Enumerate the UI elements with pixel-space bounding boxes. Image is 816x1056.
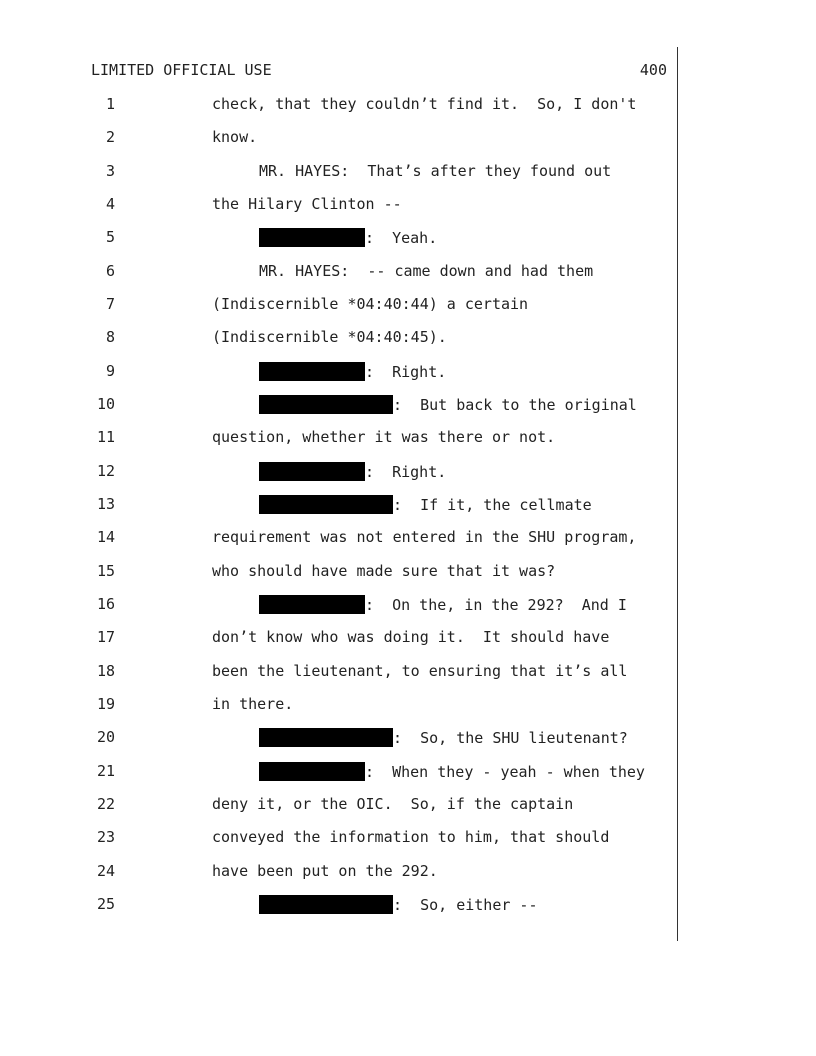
line-text: question, whether it was there or not.: [212, 428, 556, 446]
speaker-line: [259, 895, 538, 914]
line-number: 22: [96, 795, 115, 813]
line-text: : Right.: [365, 363, 447, 381]
line-text: : If it, the cellmate: [393, 496, 592, 514]
speaker-line: [259, 728, 628, 747]
transcript-line: [0, 462, 816, 486]
redaction-box: [259, 395, 393, 414]
redaction-box: [259, 228, 365, 247]
transcript-line: [0, 495, 816, 519]
transcript-line: [0, 328, 816, 352]
line-text: conveyed the information to him, that should: [212, 828, 610, 846]
line-text: : When they - yeah - when they: [365, 763, 645, 781]
speaker-line: [259, 495, 592, 514]
line-text: who should have made sure that it was?: [212, 562, 556, 580]
line-number: 13: [96, 495, 115, 513]
line-text: : So, the SHU lieutenant?: [393, 729, 628, 747]
line-number: 3: [105, 162, 115, 180]
line-number: 15: [96, 562, 115, 580]
redaction-box: [259, 595, 365, 614]
line-number: 21: [96, 762, 115, 780]
line-number: 1: [105, 95, 115, 113]
line-text: check, that they couldn’t find it. So, I don't: [212, 95, 637, 113]
line-text: MR. HAYES: That’s after they found out: [259, 162, 612, 180]
line-number: 19: [96, 695, 115, 713]
line-text: know.: [212, 128, 258, 146]
line-text: : Right.: [365, 463, 447, 481]
line-number: 18: [96, 662, 115, 680]
transcript-line: [0, 195, 816, 219]
redaction-box: [259, 362, 365, 381]
line-number: 4: [105, 195, 115, 213]
line-number: 16: [96, 595, 115, 613]
line-number: 2: [105, 128, 115, 146]
line-number: 14: [96, 528, 115, 546]
speaker-line: [259, 462, 446, 481]
transcript-line: [0, 728, 816, 752]
speaker-line: [259, 395, 637, 414]
transcript-line: [0, 362, 816, 386]
transcript-line: [0, 128, 816, 152]
line-number: 17: [96, 628, 115, 646]
redaction-box: [259, 762, 365, 781]
line-text: requirement was not entered in the SHU program,: [212, 528, 637, 546]
transcript-line: [0, 95, 816, 119]
transcript-line: [0, 762, 816, 786]
transcript-line: [0, 295, 816, 319]
line-number: 5: [105, 228, 115, 246]
line-text: : On the, in the 292? And I: [365, 596, 627, 614]
speaker-line: [259, 595, 627, 614]
transcript-line: [0, 862, 816, 886]
transcript-line: [0, 795, 816, 819]
page-number: 400: [639, 61, 667, 79]
transcript-line: [0, 428, 816, 452]
line-number: 24: [96, 862, 115, 880]
line-number: 20: [96, 728, 115, 746]
transcript-line: [0, 695, 816, 719]
transcript-line: [0, 228, 816, 252]
classification-header: LIMITED OFFICIAL USE: [91, 61, 272, 79]
transcript-line: [0, 162, 816, 186]
line-text: : Yeah.: [365, 229, 438, 247]
line-text: (Indiscernible *04:40:44) a certain: [212, 295, 529, 313]
transcript-line: [0, 262, 816, 286]
transcript-line: [0, 628, 816, 652]
speaker-line: [259, 762, 645, 781]
line-number: 7: [105, 295, 115, 313]
transcript-line: [0, 528, 816, 552]
transcript-line: [0, 662, 816, 686]
line-text: MR. HAYES: -- came down and had them: [259, 262, 594, 280]
transcript-line: [0, 895, 816, 919]
line-text: have been put on the 292.: [212, 862, 438, 880]
line-text: in there.: [212, 695, 294, 713]
line-text: : So, either --: [393, 896, 538, 914]
line-text: don’t know who was doing it. It should have: [212, 628, 610, 646]
line-text: been the lieutenant, to ensuring that it’s all: [212, 662, 628, 680]
line-number: 12: [96, 462, 115, 480]
line-text: deny it, or the OIC. So, if the captain: [212, 795, 574, 813]
redaction-box: [259, 895, 393, 914]
redaction-box: [259, 728, 393, 747]
redaction-box: [259, 495, 393, 514]
transcript-line: [0, 828, 816, 852]
speaker-line: [259, 228, 437, 247]
line-number: 25: [96, 895, 115, 913]
line-number: 9: [105, 362, 115, 380]
line-number: 23: [96, 828, 115, 846]
line-number: 10: [96, 395, 115, 413]
line-number: 11: [96, 428, 115, 446]
line-text: : But back to the original: [393, 396, 637, 414]
transcript-line: [0, 562, 816, 586]
line-number: 6: [105, 262, 115, 280]
transcript-line: [0, 395, 816, 419]
speaker-line: [259, 362, 446, 381]
line-number: 8: [105, 328, 115, 346]
redaction-box: [259, 462, 365, 481]
line-text: (Indiscernible *04:40:45).: [212, 328, 447, 346]
line-text: the Hilary Clinton --: [212, 195, 402, 213]
transcript-line: [0, 595, 816, 619]
